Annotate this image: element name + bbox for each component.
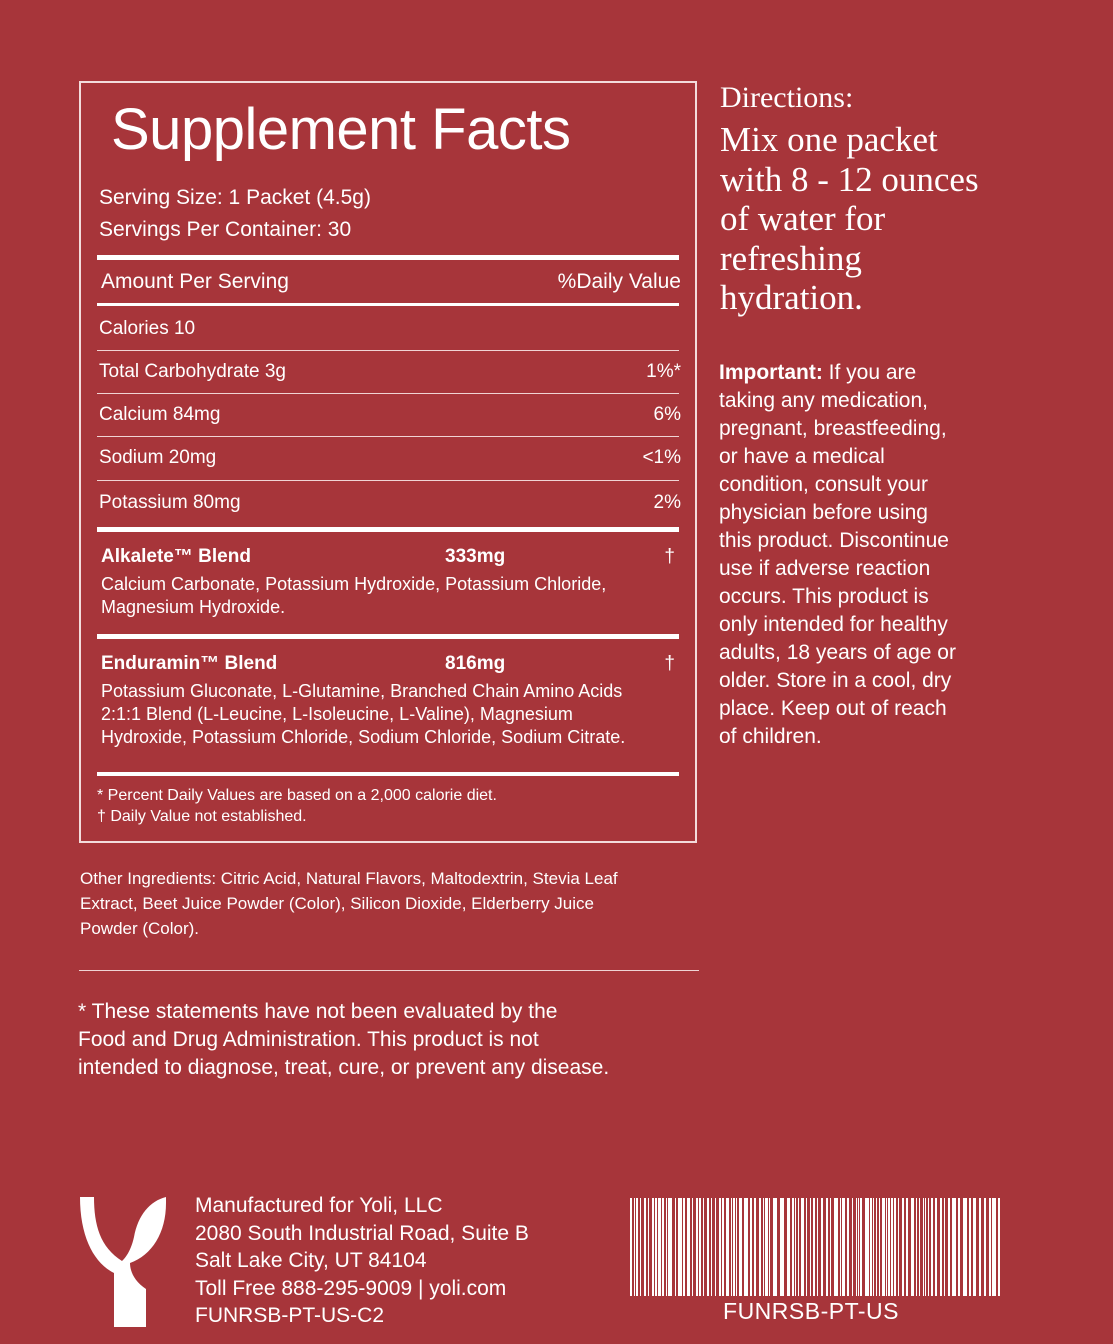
other-ingredients-line: Extract, Beet Juice Powder (Color), Silicon Dioxide, Elderberry Juice bbox=[80, 894, 594, 913]
barcode-bar bbox=[719, 1198, 721, 1296]
blend-dv: † bbox=[664, 653, 675, 674]
disclaimer-line: Food and Drug Administration. This product is not bbox=[78, 1028, 539, 1051]
barcode-bar bbox=[894, 1198, 896, 1296]
thick-rule bbox=[97, 772, 679, 776]
manufacturer-line: FUNRSB-PT-US-C2 bbox=[195, 1304, 385, 1327]
blend-header-enduramin bbox=[101, 652, 675, 676]
barcode-bar bbox=[754, 1198, 756, 1296]
nutrient-dv: 2% bbox=[653, 492, 681, 513]
directions-text bbox=[720, 120, 1050, 318]
important-line: or have a medical bbox=[719, 445, 885, 468]
barcode-bar bbox=[750, 1198, 752, 1296]
barcode-bar bbox=[826, 1198, 828, 1296]
barcode-bar bbox=[736, 1198, 737, 1296]
barcode-bar bbox=[923, 1198, 924, 1296]
important-line: place. Keep out of reach bbox=[719, 697, 947, 720]
barcode-bar bbox=[935, 1198, 937, 1296]
barcode-bar bbox=[944, 1198, 945, 1296]
important-first-line bbox=[719, 359, 1009, 387]
barcode-bar bbox=[810, 1198, 811, 1296]
blend-name: Alkalete™ Blend bbox=[101, 546, 251, 567]
ingredient-line: 2:1:1 Blend (L-Leucine, L-Isoleucine, L-Valine), Magnesium bbox=[101, 704, 573, 724]
nutrient-label: Calories 10 bbox=[99, 318, 196, 339]
directions-label: Directions: bbox=[720, 81, 854, 114]
barcode-bar bbox=[906, 1198, 908, 1296]
blend-header-alkalete bbox=[101, 545, 675, 569]
barcode-graphic bbox=[630, 1198, 1002, 1296]
important-line: only intended for healthy bbox=[719, 613, 948, 636]
barcode-bar bbox=[902, 1198, 904, 1296]
disclaimer-line: intended to diagnose, treat, cure, or prevent any disease. bbox=[78, 1056, 610, 1079]
nutrient-row-carbohydrate bbox=[99, 360, 681, 384]
barcode-bar bbox=[733, 1198, 735, 1296]
servings-per-container: Servings Per Container: 30 bbox=[99, 218, 352, 241]
barcode-bar bbox=[925, 1198, 926, 1296]
barcode-bar bbox=[969, 1198, 971, 1296]
barcode-bar bbox=[989, 1198, 991, 1296]
barcode-bar bbox=[931, 1198, 933, 1296]
nutrient-label: Potassium 80mg bbox=[99, 492, 241, 513]
nutrient-row-sodium bbox=[99, 446, 681, 470]
barcode-bar bbox=[763, 1198, 764, 1296]
blend-amount: 333mg bbox=[445, 546, 506, 567]
barcode-bar bbox=[795, 1198, 796, 1296]
barcode-bar bbox=[952, 1198, 956, 1296]
barcode-bar bbox=[765, 1198, 768, 1296]
barcode-bar bbox=[916, 1198, 917, 1296]
thin-rule bbox=[97, 436, 679, 437]
directions-line: hydration. bbox=[720, 278, 863, 317]
barcode-bar bbox=[856, 1198, 857, 1296]
barcode-bar bbox=[655, 1198, 657, 1296]
medium-rule bbox=[97, 303, 679, 306]
section-divider bbox=[79, 970, 699, 971]
barcode-bar bbox=[998, 1198, 1000, 1296]
barcode-bar bbox=[842, 1198, 845, 1296]
barcode-bar bbox=[898, 1198, 899, 1296]
barcode-bar bbox=[692, 1198, 693, 1296]
barcode-bar bbox=[963, 1198, 967, 1296]
blend-ingredients-enduramin bbox=[101, 680, 681, 749]
barcode-bar bbox=[675, 1198, 676, 1296]
important-line: occurs. This product is bbox=[719, 585, 929, 608]
barcode-bar bbox=[658, 1198, 661, 1296]
amount-header-row bbox=[101, 270, 681, 294]
barcode-bar bbox=[636, 1198, 638, 1296]
barcode-bar bbox=[948, 1198, 950, 1296]
barcode-bar bbox=[683, 1198, 685, 1296]
barcode-bar bbox=[648, 1198, 649, 1296]
barcode-bar bbox=[773, 1198, 777, 1296]
barcode-bar bbox=[876, 1198, 877, 1296]
manufacturer-line: Toll Free 888-295-9009 | yoli.com bbox=[195, 1276, 507, 1300]
barcode-bar bbox=[644, 1198, 646, 1296]
barcode-bar bbox=[731, 1198, 732, 1296]
barcode-bar bbox=[886, 1198, 887, 1296]
barcode-bar bbox=[882, 1198, 885, 1296]
nutrient-dv: <1% bbox=[642, 447, 681, 468]
supplement-facts-panel bbox=[79, 81, 697, 843]
barcode-bar bbox=[806, 1198, 807, 1296]
nutrient-row-calcium bbox=[99, 403, 681, 427]
barcode-bar bbox=[640, 1198, 641, 1296]
other-ingredients-line: Other Ingredients: Citric Acid, Natural Flavors, Maltodextrin, Stevia Leaf bbox=[80, 869, 618, 888]
important-line: pregnant, breastfeeding, bbox=[719, 417, 947, 440]
barcode-bar bbox=[865, 1198, 869, 1296]
important-line: physician before using bbox=[719, 501, 928, 524]
important-first-line-text: If you are bbox=[822, 361, 917, 384]
nutrient-row-potassium bbox=[99, 491, 681, 515]
barcode-bar bbox=[834, 1198, 838, 1296]
barcode-bar bbox=[744, 1198, 748, 1296]
barcode-bar bbox=[707, 1198, 709, 1296]
barcode-bar bbox=[992, 1198, 996, 1296]
blend-amount: 816mg bbox=[445, 653, 506, 674]
thick-rule bbox=[97, 527, 679, 532]
barcode-bar bbox=[911, 1198, 914, 1296]
barcode-bar bbox=[666, 1198, 667, 1296]
important-line: taking any medication, bbox=[719, 389, 928, 412]
nutrient-row-calories bbox=[99, 317, 681, 341]
barcode-bar bbox=[801, 1198, 804, 1296]
barcode-bar bbox=[858, 1198, 859, 1296]
barcode-bar bbox=[879, 1198, 880, 1296]
barcode-bar bbox=[687, 1198, 690, 1296]
barcode-bar bbox=[821, 1198, 823, 1296]
thick-rule bbox=[97, 255, 679, 260]
barcode-bar bbox=[715, 1198, 716, 1296]
barcode-bar bbox=[759, 1198, 761, 1296]
facts-title: Supplement Facts bbox=[111, 97, 571, 162]
barcode-bar bbox=[958, 1198, 960, 1296]
barcode-bar bbox=[780, 1198, 784, 1296]
barcode-bar bbox=[668, 1198, 672, 1296]
barcode-bar bbox=[769, 1198, 770, 1296]
blend-dv: † bbox=[664, 546, 675, 567]
thin-rule bbox=[97, 350, 679, 351]
barcode-bar bbox=[919, 1198, 920, 1296]
directions-line: refreshing bbox=[720, 238, 862, 278]
footnote-dagger: † Daily Value not established. bbox=[97, 808, 307, 825]
barcode-bar bbox=[860, 1198, 862, 1296]
barcode-bar bbox=[847, 1198, 849, 1296]
thick-rule bbox=[97, 634, 679, 639]
barcode-bar bbox=[792, 1198, 794, 1296]
blend-name: Enduramin™ Blend bbox=[101, 653, 278, 674]
manufacturer-info bbox=[195, 1192, 529, 1330]
important-label: Important: bbox=[719, 361, 823, 384]
yoli-logo-icon bbox=[80, 1197, 166, 1327]
manufacturer-line: Salt Lake City, UT 84104 bbox=[195, 1249, 427, 1272]
ingredient-line: Hydroxide, Potassium Chloride, Sodium Chloride, Sodium Citrate. bbox=[101, 727, 626, 747]
barcode-bar bbox=[662, 1198, 664, 1296]
nutrient-label: Sodium 20mg bbox=[99, 447, 217, 468]
ingredient-line: Potassium Gluconate, L-Glutamine, Branched Chain Amino Acids bbox=[101, 681, 623, 701]
barcode-text: FUNRSB-PT-US bbox=[723, 1298, 899, 1324]
barcode-bar bbox=[813, 1198, 815, 1296]
serving-size: Serving Size: 1 Packet (4.5g) bbox=[99, 186, 371, 209]
barcode-bar bbox=[652, 1198, 654, 1296]
daily-value-label: %Daily Value bbox=[557, 270, 681, 293]
important-line: condition, consult your bbox=[719, 473, 928, 496]
footnote-daily-values: * Percent Daily Values are based on a 2,000 calorie diet. bbox=[97, 787, 497, 804]
nutrient-label: Total Carbohydrate 3g bbox=[99, 361, 286, 382]
barcode-bar bbox=[703, 1198, 704, 1296]
barcode-bar bbox=[711, 1198, 712, 1296]
barcode-bar bbox=[873, 1198, 874, 1296]
nutrient-label: Calcium 84mg bbox=[99, 404, 221, 425]
barcode-bar bbox=[817, 1198, 818, 1296]
barcode-bar bbox=[630, 1198, 632, 1296]
barcode-bar bbox=[973, 1198, 976, 1296]
manufacturer-line: 2080 South Industrial Road, Suite B bbox=[195, 1221, 529, 1245]
disclaimer-line: * These statements have not been evaluated by the bbox=[78, 1000, 558, 1023]
barcode-bar bbox=[798, 1198, 799, 1296]
barcode-bar bbox=[940, 1198, 942, 1296]
thin-rule bbox=[97, 393, 679, 394]
barcode-bar bbox=[634, 1198, 635, 1296]
important-line: this product. Discontinue bbox=[719, 529, 949, 552]
amount-per-serving-label: Amount Per Serving bbox=[101, 270, 289, 293]
ingredient-line: Magnesium Hydroxide. bbox=[101, 597, 286, 617]
barcode-bar bbox=[830, 1198, 831, 1296]
barcode-bar bbox=[722, 1198, 724, 1296]
directions-line: of water for bbox=[720, 199, 886, 238]
barcode-bar bbox=[840, 1198, 841, 1296]
barcode-bar bbox=[979, 1198, 981, 1296]
thin-rule bbox=[97, 480, 679, 481]
barcode-bar bbox=[888, 1198, 890, 1296]
blend-ingredients-alkalete bbox=[101, 573, 681, 619]
fda-disclaimer bbox=[78, 998, 708, 1082]
barcode-bar bbox=[984, 1198, 986, 1296]
nutrient-dv: 1%* bbox=[646, 361, 681, 382]
barcode-bar bbox=[726, 1198, 729, 1296]
important-line: adults, 18 years of age or bbox=[719, 641, 956, 664]
barcode-bar bbox=[891, 1198, 893, 1296]
barcode-bar bbox=[739, 1198, 742, 1296]
barcode-bar bbox=[928, 1198, 929, 1296]
barcode-bar bbox=[852, 1198, 853, 1296]
manufacturer-line: Manufactured for Yoli, LLC bbox=[195, 1194, 443, 1217]
barcode-bar bbox=[678, 1198, 682, 1296]
nutrient-dv: 6% bbox=[653, 404, 681, 425]
ingredient-line: Calcium Carbonate, Potassium Hydroxide, Potassium Chloride, bbox=[101, 574, 607, 594]
important-line: use if adverse reaction bbox=[719, 557, 931, 580]
barcode-bar bbox=[699, 1198, 701, 1296]
barcode-bar bbox=[696, 1198, 698, 1296]
other-ingredients-line: Powder (Color). bbox=[80, 919, 200, 938]
important-line: of children. bbox=[719, 725, 822, 748]
important-line: older. Store in a cool, dry bbox=[719, 669, 952, 692]
directions-line: with 8 - 12 ounces bbox=[720, 159, 979, 199]
barcode-bar bbox=[787, 1198, 790, 1296]
barcode-bar bbox=[870, 1198, 872, 1296]
important-notice bbox=[719, 359, 1009, 751]
directions-line: Mix one packet bbox=[720, 120, 938, 159]
other-ingredients bbox=[80, 866, 690, 941]
